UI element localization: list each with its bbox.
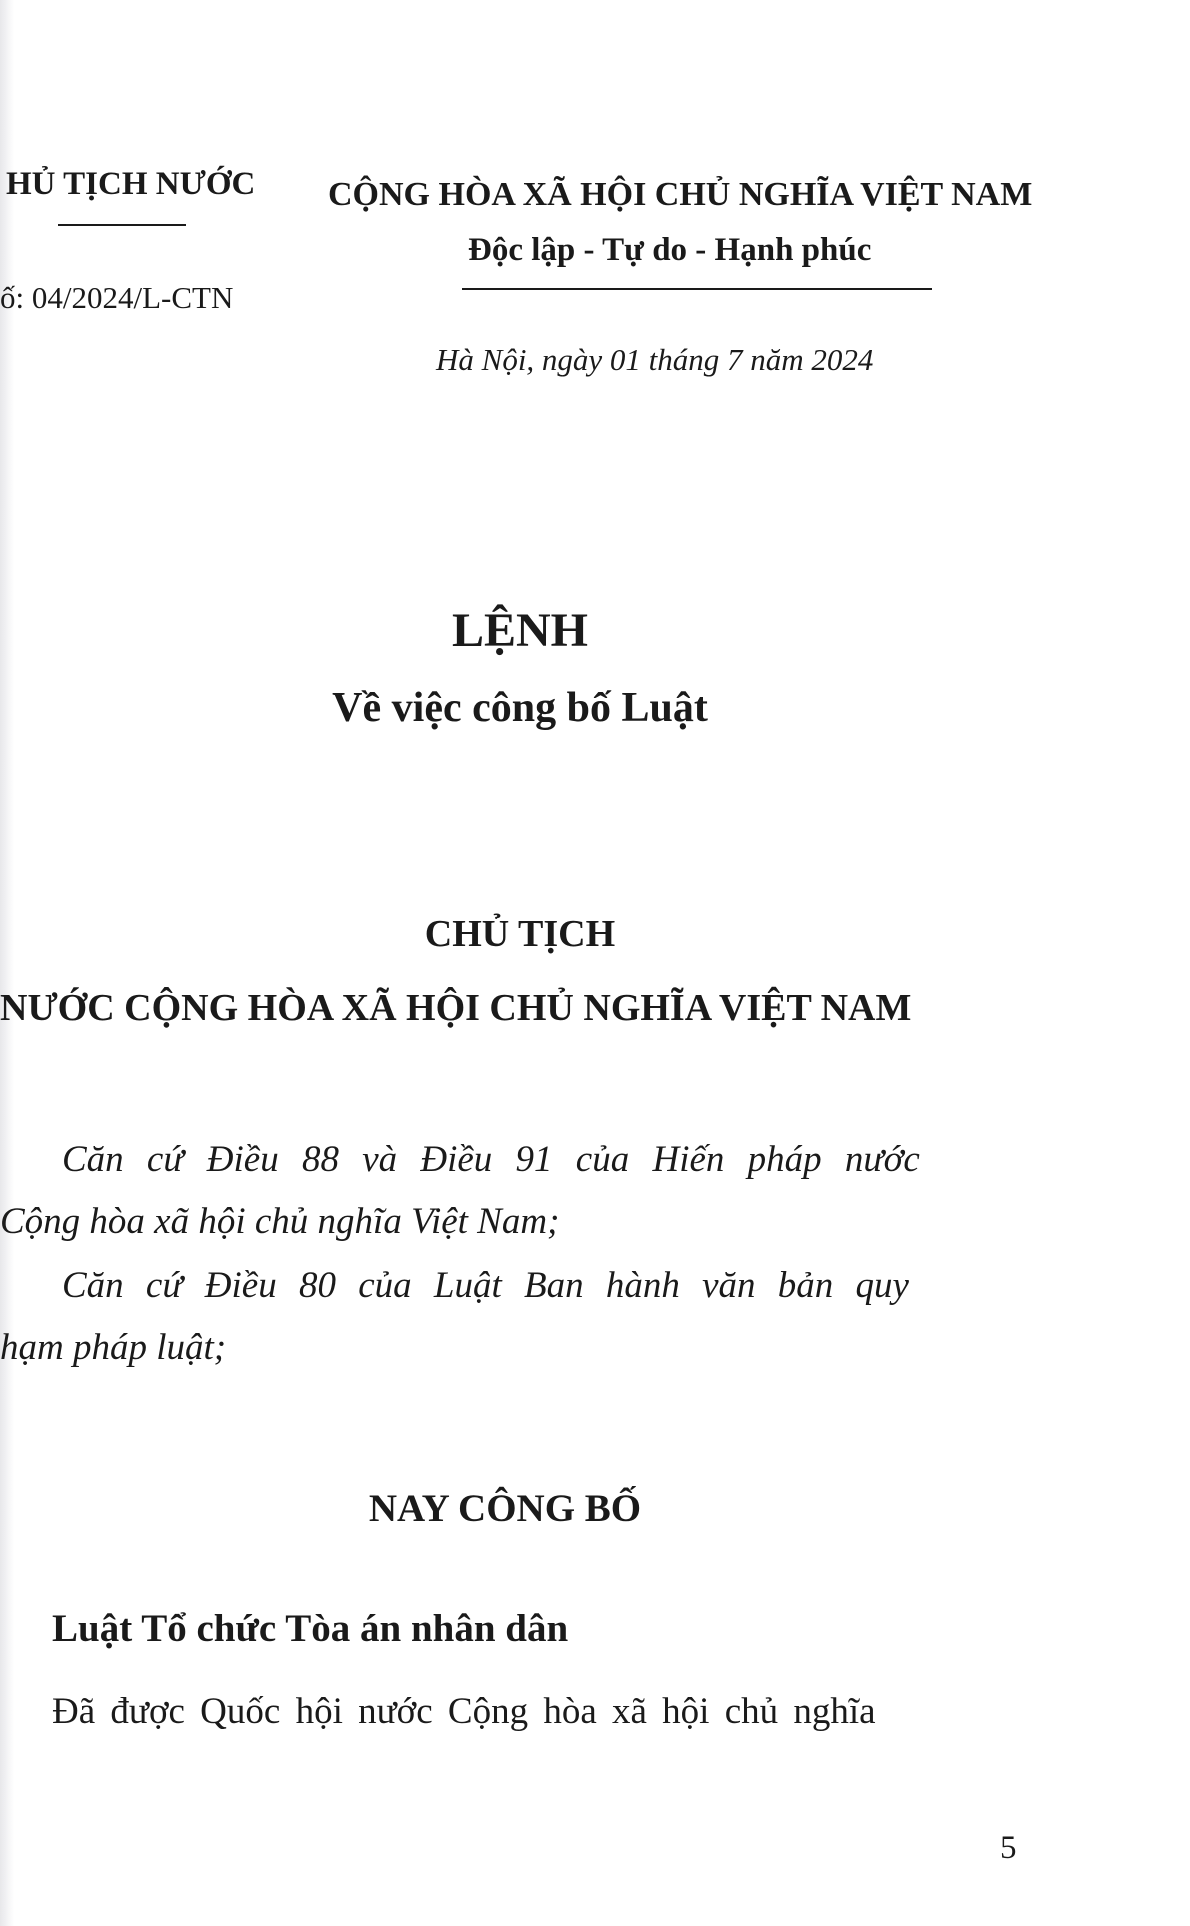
national-name: CỘNG HÒA XÃ HỘI CHỦ NGHĨA VIỆT NAM bbox=[328, 176, 1033, 213]
authority-title: CHỦ TỊCH bbox=[424, 913, 616, 955]
promulgation-heading: NAY CÔNG BỐ bbox=[368, 1487, 642, 1530]
basis-paragraph-1-line-1: Căn cứ Điều 88 và Điều 91 của Hiến pháp nước bbox=[62, 1139, 920, 1180]
motto-underline bbox=[462, 288, 932, 290]
page-number: 5 bbox=[1000, 1830, 1017, 1866]
law-name: Luật Tổ chức Tòa án nhân dân bbox=[52, 1607, 569, 1650]
passed-statement: Đã được Quốc hội nước Cộng hòa xã hội chủ nghĩa bbox=[52, 1691, 876, 1732]
basis-paragraph-2-line-2: hạm pháp luật; bbox=[0, 1327, 227, 1368]
basis-paragraph-2-line-1: Căn cứ Điều 80 của Luật Ban hành văn bản quy bbox=[62, 1265, 909, 1306]
basis-paragraph-1-line-2: Cộng hòa xã hội chủ nghĩa Việt Nam; bbox=[0, 1201, 560, 1242]
national-motto: Độc lập - Tự do - Hạnh phúc bbox=[468, 232, 872, 268]
document-number: ố: 04/2024/L-CTN bbox=[0, 280, 234, 315]
issuer-underline bbox=[58, 224, 186, 226]
issuer-name: HỦ TỊCH NƯỚC bbox=[6, 166, 256, 202]
document-type-title: LỆNH bbox=[451, 604, 589, 657]
place-and-date: Hà Nội, ngày 01 tháng 7 năm 2024 bbox=[436, 342, 874, 377]
document-subject: Về việc công bố Luật bbox=[332, 685, 708, 731]
authority-country: NƯỚC CỘNG HÒA XÃ HỘI CHỦ NGHĨA VIỆT NAM bbox=[0, 987, 912, 1029]
